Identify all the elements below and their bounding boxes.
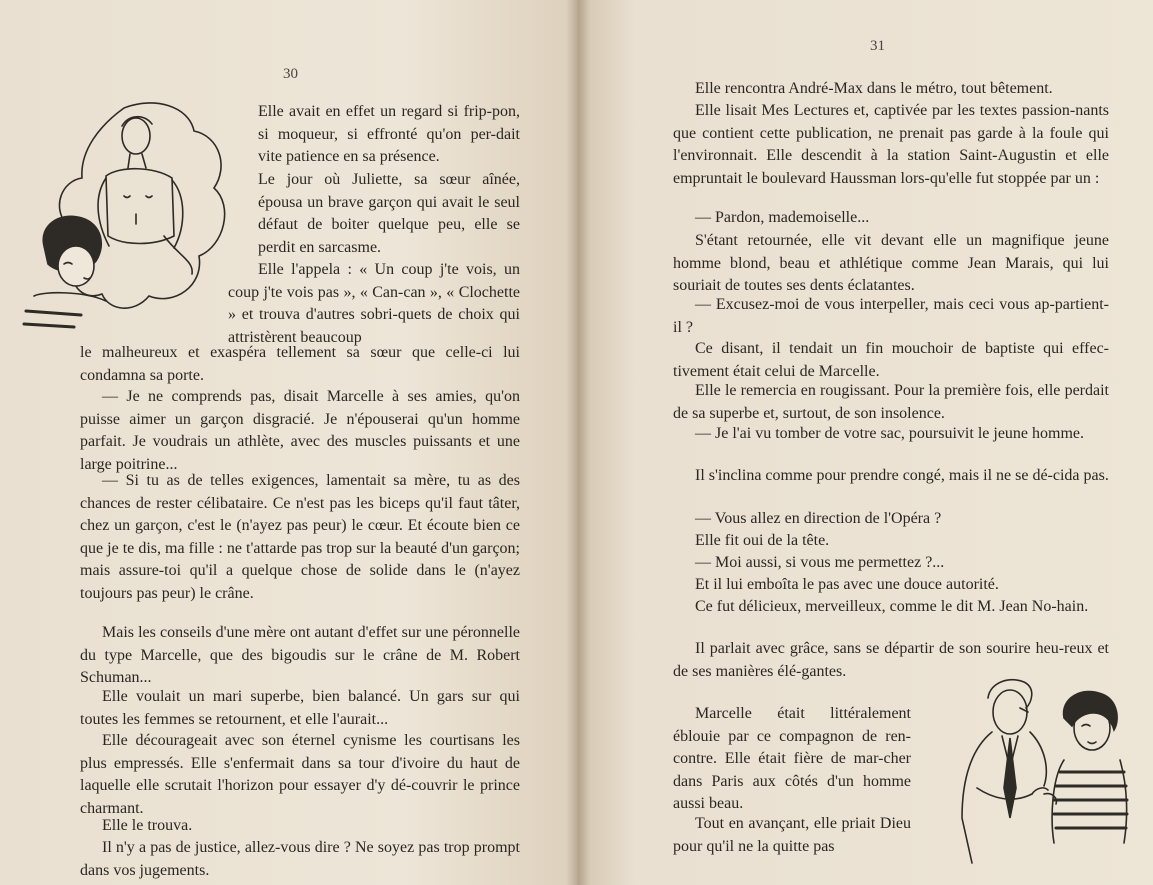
right-paragraph-9: Il s'inclina comme pour prendre congé, mais il ne se dé-cida pas. bbox=[695, 467, 1109, 484]
page-number-left: 30 bbox=[283, 66, 298, 82]
left-paragraph-1: Elle avait en effet un regard si frip-pon, si moqueur, si effronté qu'on per-dait vite patience en sa présence. bbox=[258, 103, 520, 166]
left-paragraph-11: Il n'y a pas de justice, allez-vous dire ? Ne soyez pas trop prompt dans vos jugements. bbox=[80, 839, 520, 879]
right-paragraph-11: Elle fit oui de la tête. bbox=[695, 532, 830, 549]
left-paragraph-4: le malheureux et exaspéra tellement sa sœur que celle-ci lui condamna sa porte. bbox=[80, 344, 520, 384]
right-paragraph-8: — Je l'ai vu tomber de votre sac, poursuivit le jeune homme. bbox=[695, 425, 1085, 442]
right-paragraph-13: Et il lui emboîta le pas avec une douce autorité. bbox=[695, 576, 999, 593]
right-paragraph-16: Marcelle était littéralement éblouie par ce compagnon de ren-contre. Elle était fière de mar-cher dans Paris aux côtés d'un homme aussi beau. bbox=[673, 705, 911, 813]
left-paragraph-6: — Si tu as de telles exigences, lamentait sa mère, tu as des chances de rester célibataire. Ce n'est pas les biceps qu'il faut tâter, chez un garçon, c'est le (n'ayez pas peur) le cœur. Et écoute bien ce que je te dis, ma fille : ne t'attarde pas trop sur la beauté d'un garçon; mais assure-toi qu'il a quelque chose de solide dans le (n'ayez toujours pas peur) le crâne. bbox=[80, 472, 520, 602]
right-paragraph-14: Ce fut délicieux, merveilleux, comme le dit M. Jean No-hain. bbox=[695, 598, 1089, 615]
book-gutter bbox=[566, 0, 590, 885]
page-number-right: 31 bbox=[870, 38, 885, 54]
right-paragraph-4: S'étant retournée, elle vit devant elle un magnifique jeune homme blond, beau et athlétique comme Jean Marais, qui lui souriait de toutes ses dents éclatantes. bbox=[673, 232, 1109, 295]
illustration-couple bbox=[932, 668, 1132, 868]
right-paragraph-17: Tout en avançant, elle priait Dieu pour qu'il ne la quitte pas bbox=[673, 815, 911, 855]
left-paragraph-8: Elle voulait un mari superbe, bien balancé. Un gars sur qui toutes les femmes se retournent, et elle l'aurait... bbox=[80, 688, 520, 728]
right-paragraph-15: Il parlait avec grâce, sans se départir de son sourire heu-reux et de ses manières élé-gantes. bbox=[673, 640, 1109, 680]
right-paragraph-12: — Moi aussi, si vous me permettez ?... bbox=[695, 554, 945, 571]
left-paragraph-2: Le jour où Juliette, sa sœur aînée, épousa un brave garçon qui avait le seul défaut de boiter quelque peu, elle se perdit en sarcasme. bbox=[258, 171, 520, 256]
illustration-girl-dreaming bbox=[14, 96, 244, 336]
right-paragraph-1: Elle rencontra André-Max dans le métro, tout bêtement. bbox=[695, 80, 1053, 97]
left-paragraph-10: Elle le trouva. bbox=[102, 817, 193, 834]
left-paragraph-9: Elle décourageait avec son éternel cynisme les courtisans les plus empressés. Elle s'enfermait dans sa tour d'ivoire du haut de laquelle elle scrutait l'horizon pour essayer d'y dé-couvrir le prince charmant. bbox=[80, 732, 520, 817]
right-paragraph-10: — Vous allez en direction de l'Opéra ? bbox=[695, 510, 942, 527]
right-paragraph-6: Ce disant, il tendait un fin mouchoir de baptiste qui effec-tivement était celui de Marcelle. bbox=[673, 340, 1109, 380]
right-paragraph-7: Elle le remercia en rougissant. Pour la première fois, elle perdait de sa superbe et, surtout, de son insolence. bbox=[673, 382, 1109, 422]
right-paragraph-2: Elle lisait Mes Lectures et, captivée par les textes passion-nants que contient cette publication, ne prenait pas garde à la foule qui l'environnait. Elle descendit à la station Saint-Augustin et elle empruntait le boulevard Haussman lors-qu'elle fut stoppée par un : bbox=[673, 102, 1109, 187]
left-paragraph-5: — Je ne comprends pas, disait Marcelle à ses amies, qu'on puisse aimer un garçon disgracié. Je n'épouserai qu'un homme parfait. Je voudrais un athlète, avec des muscles puissants et une large poitrine... bbox=[80, 388, 520, 473]
left-paragraph-3: Elle l'appela : « Un coup j'te vois, un coup j'te vois pas », « Can-can », « Clochette » et trouva d'autres sobri-quets de choix qui attristèrent beaucoup bbox=[228, 261, 520, 346]
right-paragraph-5: — Excusez-moi de vous interpeller, mais ceci vous ap-partient-il ? bbox=[673, 296, 1109, 336]
left-paragraph-7: Mais les conseils d'une mère ont autant d'effet sur une péronnelle du type Marcelle, que des bigoudis sur le crâne de M. Robert Schuman... bbox=[80, 624, 520, 687]
right-paragraph-3: — Pardon, mademoiselle... bbox=[695, 209, 870, 226]
